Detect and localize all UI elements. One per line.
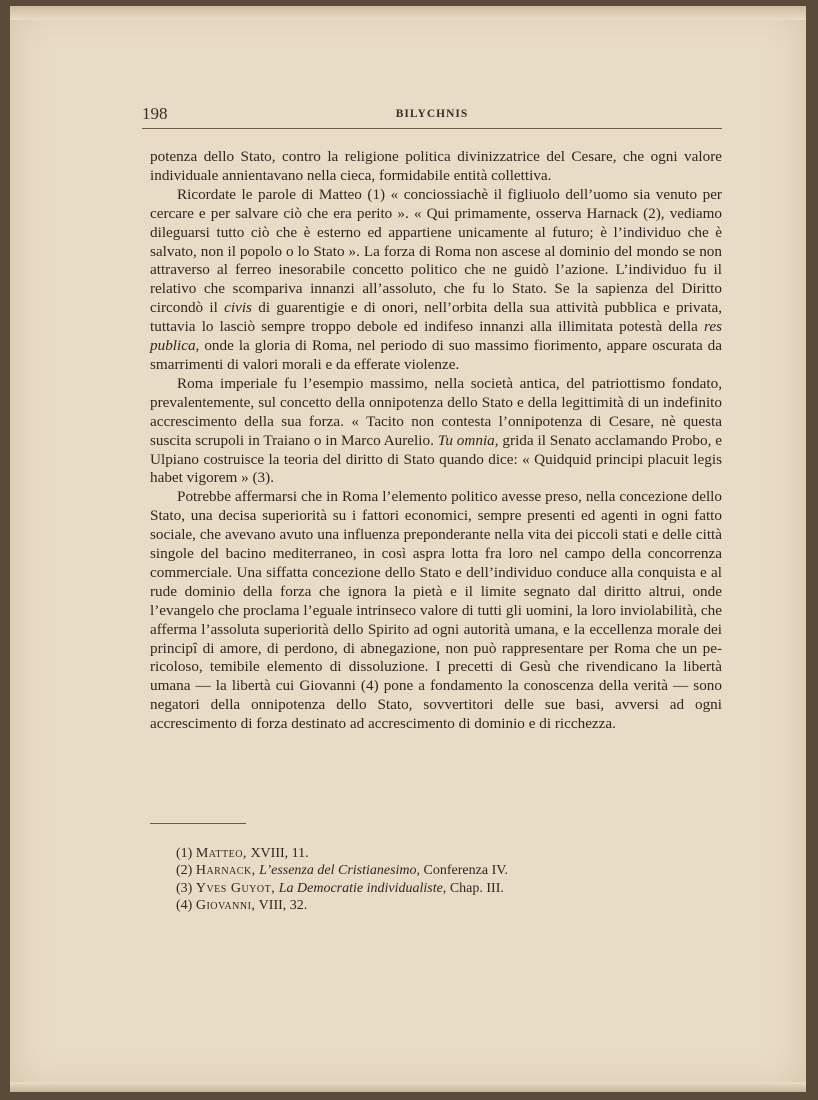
- paragraph-3-part-b: grida il Senato acclamando Probo, e Ulpiano costruisce la teoria del diritto di Stato quando dice: « Quidquid principi placuit legis habet vigorem » (3).: [150, 431, 723, 487]
- page-bottom-edge: [10, 1082, 806, 1092]
- footnote-author: Matteo,: [195, 846, 247, 861]
- footnote-author: Giovanni,: [195, 898, 256, 914]
- paragraph-1: potenza dello Stato, contro la religione politica divinizzatrice del Cesare, che ogni valore individuale annientavano nella cieca, formidabile entità collettiva.: [150, 148, 722, 184]
- page-top-edge: [10, 6, 806, 20]
- footnote-author: Yves Guyot,: [195, 880, 276, 896]
- footnotes: [176, 845, 676, 915]
- footnote-ref: Conferenza IV.: [420, 863, 509, 879]
- footnote-rule: [150, 823, 246, 824]
- paragraph-3: [150, 375, 722, 488]
- header-rule: [142, 128, 722, 129]
- italic-civis: civis: [224, 299, 252, 317]
- page-header: [142, 104, 722, 132]
- footnote-number: (4): [176, 898, 193, 914]
- footnote-ref: Chap. III.: [446, 880, 504, 896]
- footnote-2: [176, 862, 676, 879]
- footnote-ref: VIII, 32.: [255, 898, 308, 914]
- body-text: [150, 148, 722, 734]
- footnote-number: (2): [176, 863, 193, 879]
- paragraph-2-part-a: Ricordate le parole di Matteo (1) « conciossiachè il figliuolo dell’uomo sia venuto per cercare e per salvare ciò che era perito ». « Qui primamente, osserva Harnack (2), vediamo dileguarsi tutto ciò che è esterno ed appartiene unicamente al futuro; è l’individuo che è salvato, non il popolo o lo Stato ». La forza di Roma non ascese al dominio del mondo se non attraverso al ferreo inesorabile concetto politico che ne guidò l’azione. L’individuo fu il relativo che scompariva innanzi all’assoluto, che fu lo Stato. Se la sapienza del Diritto circondò il: [150, 185, 722, 317]
- footnote-title: La Democratie individualiste,: [278, 880, 447, 896]
- italic-tu-omnia: Tu omnia,: [437, 431, 499, 449]
- footnote-ref: XVIII, 11.: [246, 846, 309, 861]
- running-head: BILYCHNIS: [395, 108, 469, 120]
- paragraph-3-part-a: Roma imperiale fu l’esempio massimo, nella società antica, del patriottismo fondato, prevalentemente, sul concetto della onnipotenza dello Stato e della legittimità di un indefinito accrescimento della sua forza. « Tacito non contesta l’onnipotenza di Cesare, nè questa suscita scrupoli in Traiano o in Marco Aurelio.: [150, 374, 722, 449]
- paragraph-2-part-c: onde la gloria di Roma, nel periodo di suo massimo fiorimento, appare oscurata da smarrimenti di valori morali e da efferate violenze.: [150, 337, 722, 373]
- paragraph-2-part-b: di guarentigie e di onori, nell’orbita della sua attività pubblica e privata, tuttavia lo lasciò sempre troppo debole ed indifeso innanzi alla illimitata potestà della: [150, 299, 722, 336]
- footnote-title: L’essenza del Cristianesimo,: [259, 863, 421, 879]
- footnote-number: (1): [176, 846, 193, 861]
- footnote-3: [176, 880, 676, 897]
- italic-res-publica: res publica,: [150, 318, 722, 355]
- paragraph-2: [150, 186, 722, 375]
- footnote-4: [176, 897, 676, 914]
- footnote-author: Harnack,: [195, 863, 256, 879]
- page-number: 198: [142, 104, 168, 123]
- footnote-1: [176, 845, 676, 862]
- paragraph-4: Potrebbe affermarsi che in Roma l’elemento politico avesse preso, nella concezione dello Stato, una decisa superiorità su i fattori economici, sempre presenti ed agenti in ogni fatto sociale, che avevano avuto una influenza preponderante nella vita dei piccoli stati e delle città singole del bacino mediterraneo, in così aspra lotta fra loro nel campo della concorrenza commerciale. Una siffatta concezione dello Stato e dell’individuo conduce alla conquista e al rude dominio della forza che ignora la pietà e il limite segnato dal diritto altrui, onde l’evangelo che proclama l’eguale intrinseco valore di tutti gli uomini, la loro inviolabilità, che afferma l’assoluta superiorità dello Spirito ad ogni autorità umana, e la eccellenza morale dei principî di amore, di perdono, di abnegazione, non può rappresentare per Roma che un pericoloso, temibile elemento di dissoluzione. I precetti di Gesù che rivendicano la libertà umana — la libertà cui Giovanni (4) pone a fondamento la conoscenza della verità — sono negatori della onnipotenza dello Stato, sovvertitori delle sue basi, avversi ad ogni accrescimento di forza destinato ad accrescimento di dominio e di ricchezza.: [150, 488, 722, 733]
- footnote-number: (3): [176, 880, 193, 896]
